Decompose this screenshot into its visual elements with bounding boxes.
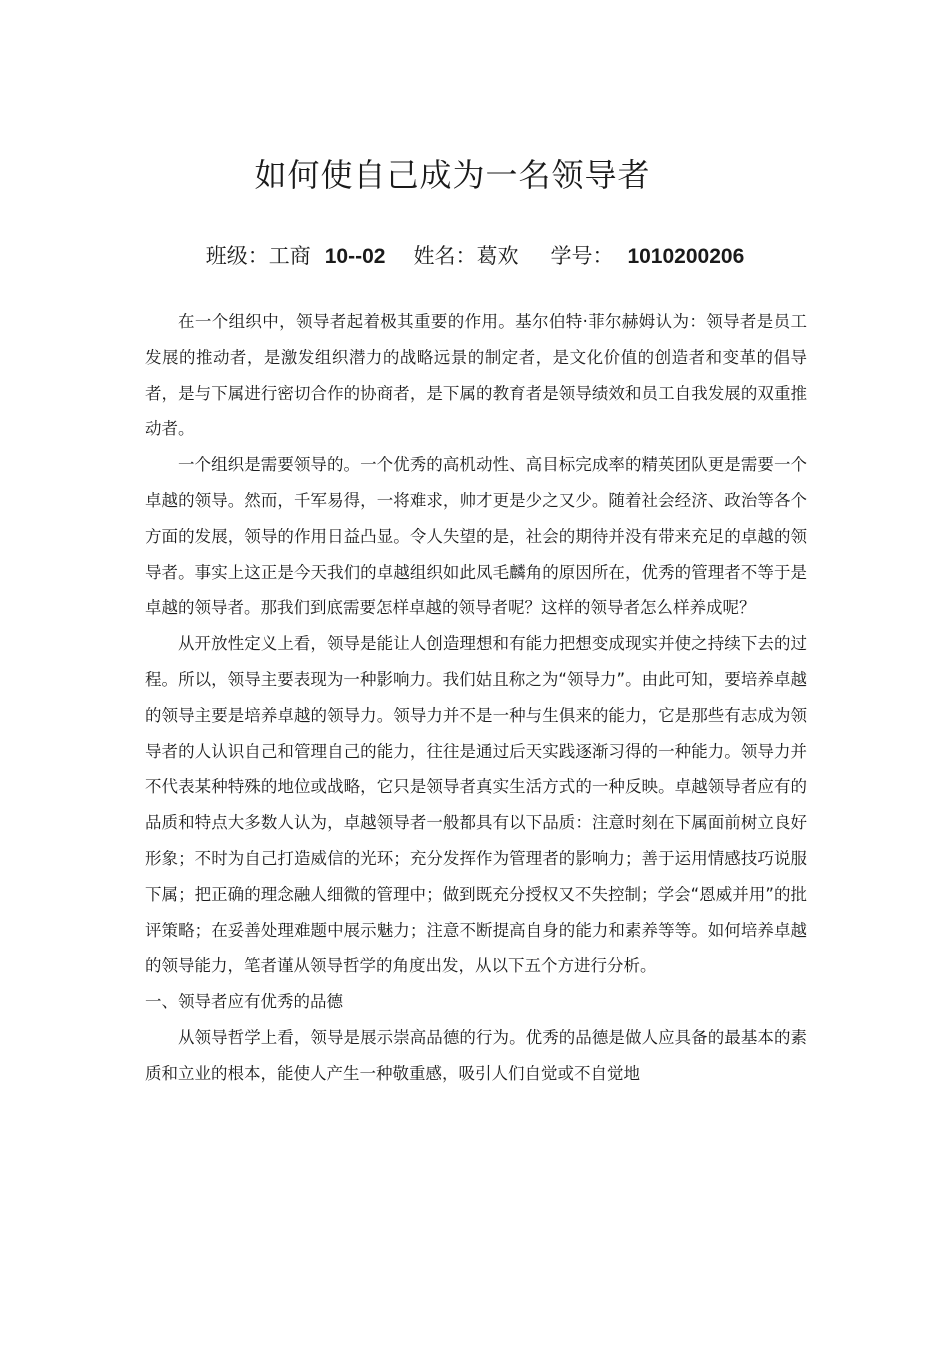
class-label: 班级：工商 <box>205 244 311 268</box>
class-value: 10--02 <box>324 245 386 268</box>
body-paragraph-2: 一个组织是需要领导的。一个优秀的高机动性、高目标完成率的精英团队更是需要一个卓越的领导。然而，千军易得，一将难求，帅才更是少之又少。随着社会经济、政治等各个方面的发展，领导的作用日益凸显。令人失望的是，社会的期待并没有带来充足的卓越的领导者。事实上这正是今天我们的卓越组织如此凤毛麟角的原因所在，优秀的管理者不等于是卓越的领导者。那我们到底需要怎样卓越的领导者呢？这样的领导者怎么样养成呢？ <box>145 455 807 618</box>
name-label: 姓名：葛欢 <box>413 244 519 268</box>
section-paragraph: 从领导哲学上看，领导是展示崇高品德的行为。优秀的品德是做人应具备的最基本的素质和立业的根本，能使人产生一种敬重感，吸引人们自觉或不自觉地 <box>145 1027 807 1083</box>
author-info <box>0 240 950 270</box>
student-id-label: 学号： <box>550 244 614 268</box>
body-paragraph-3: 从开放性定义上看，领导是能让人创造理想和有能力把想变成现实并使之持续下去的过程。所以，领导主要表现为一种影响力。我们姑且称之为“领导力”。由此可知，要培养卓越的领导主要是培养卓越的领导力。领导力并不是一种与生俱来的能力，它是那些有志成为领导者的人认识自己和管理自己的能力，往往是通过后天实践逐渐习得的一种能力。领导力并不代表某种特殊的地位或战略，它只是领导者真实生活方式的一种反映。卓越领导者应有的品质和特点大多数人认为，卓越领导者一般都具有以下品质：注意时刻在下属面前树立良好形象；不时为自己打造威信的光环；充分发挥作为管理者的影响力；善于运用情感技巧说服下属；把正确的理念融人细微的管理中；做到既充分授权又不失控制；学会“恩威并用”的批评策略；在妥善处理难题中展示魅力；注意不断提高自身的能力和素养等等。如何培养卓越的领导能力，笔者谨从领导哲学的角度出发，从以下五个方进行分析。 <box>145 634 807 976</box>
document-title: 如何使自己成为一名领导者 <box>254 156 651 194</box>
section-heading: 一、领导者应有优秀的品德 <box>145 992 343 1012</box>
document-body <box>145 304 807 1092</box>
student-id-value: 1010200206 <box>627 245 745 268</box>
body-paragraph-1: 在一个组织中，领导者起着极其重要的作用。基尔伯特·菲尔赫姆认为：领导者是员工发展的推动者，是激发组织潜力的战略远景的制定者，是文化价值的创造者和变革的倡导者，是与下属进行密切合作的协商者，是下属的教育者是领导绩效和员工自我发展的双重推动者。 <box>145 312 807 439</box>
